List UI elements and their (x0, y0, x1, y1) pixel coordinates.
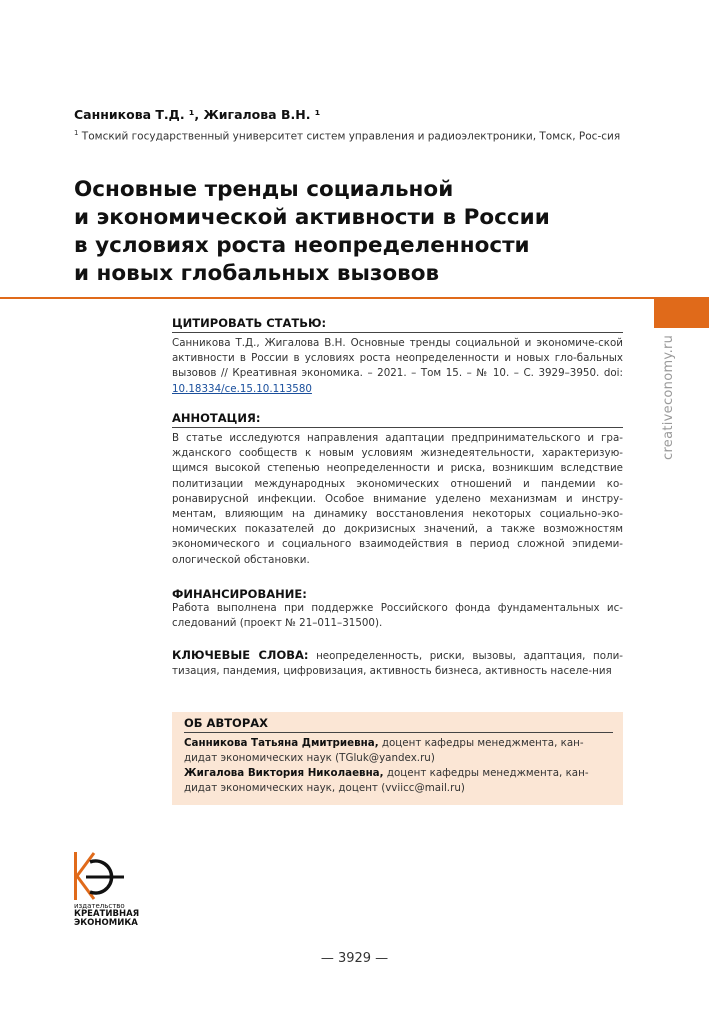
logo-line-2: КРЕАТИВНАЯ (74, 909, 140, 919)
cite-body (172, 336, 623, 397)
about-body (184, 736, 613, 796)
keywords-text: неопределенность, риски, вызовы, адаптация, поли-тизация, пандемия, цифровизация, активность бизнеса, активность населе-ния (172, 650, 623, 678)
about-authors-box (172, 712, 623, 805)
authors-line: Санникова Т.Д. ¹, Жигалова В.Н. ¹ (74, 107, 321, 122)
logo-line-3: ЭКОНОМИКА (74, 918, 138, 928)
author2-info: доцент кафедры менеджмента, кан-дидат экономических наук, доцент (vviicc@mail.ru) (184, 767, 589, 794)
abstract-section (172, 411, 623, 568)
funding-section (172, 587, 623, 631)
accent-rule (0, 297, 709, 299)
article-title (74, 176, 634, 288)
cite-section (172, 316, 623, 397)
keywords-section (172, 648, 623, 679)
author1-info: доцент кафедры менеджмента, кан-дидат экономических наук (TGluk@yandex.ru) (184, 737, 584, 764)
side-url[interactable]: creativeconomy.ru (661, 334, 676, 460)
cite-heading: ЦИТИРОВАТЬ СТАТЬЮ: (172, 316, 623, 333)
title-line: в условиях роста неопределенности (74, 233, 530, 258)
affiliation-mark: 1 (74, 129, 79, 137)
accent-block (654, 298, 709, 328)
keywords-body (172, 648, 623, 679)
abstract-text: В статье исследуются направления адаптации предпринимательского и гра-жданского сообществ к новым условиям жизнедеятельности, характеризую-щимся высокой степенью неопределенности и риска, возникшим вследствие политизации международных экономических отношений и пандемии ко-ронавирусной инфекции. Особое внимание уделено механизмам и инстру-ментам, влияющим на динамику восстановления некоторых социально-эко-номических показателей до докризисных значений, а также возможностям экономического и социального взаимодействия в период сложной эпидеми-ологической обстановки. (172, 432, 623, 566)
affiliation (74, 126, 622, 145)
page-number: — 3929 — (320, 951, 389, 966)
doi-link[interactable]: 10.18334/ce.15.10.113580 (172, 382, 312, 395)
about-heading: ОБ АВТОРАХ (184, 716, 613, 733)
funding-text: Работа выполнена при поддержке Российского фонда фундаментальных ис-следований (проект № 21–011–31500). (172, 602, 623, 630)
logo-line-1: издательство (74, 902, 125, 910)
keywords-heading: КЛЮЧЕВЫЕ СЛОВА: (172, 648, 309, 662)
title-line: и экономической активности в России (74, 205, 550, 230)
funding-heading: ФИНАНСИРОВАНИЕ: (172, 587, 307, 601)
author2-name: Жигалова Виктория Николаевна, (184, 767, 384, 779)
affiliation-text: Томский государственный университет систем управления и радиоэлектроники, Томск, Рос-сия (78, 130, 621, 143)
title-line: и новых глобальных вызовов (74, 261, 440, 286)
abstract-heading: АННОТАЦИЯ: (172, 411, 623, 428)
cite-text: Санникова Т.Д., Жигалова В.Н. Основные тренды социальной и экономиче-ской активности в России в условиях роста неопределенности и новых гло-бальных вызовов // Креативная экономика. – 2021. – Том 15. – № 10. – С. 3929–3950. doi: (172, 337, 623, 380)
title-line: Основные тренды социальной (74, 177, 454, 202)
author1-name: Санникова Татьяна Дмитриевна, (184, 737, 379, 749)
